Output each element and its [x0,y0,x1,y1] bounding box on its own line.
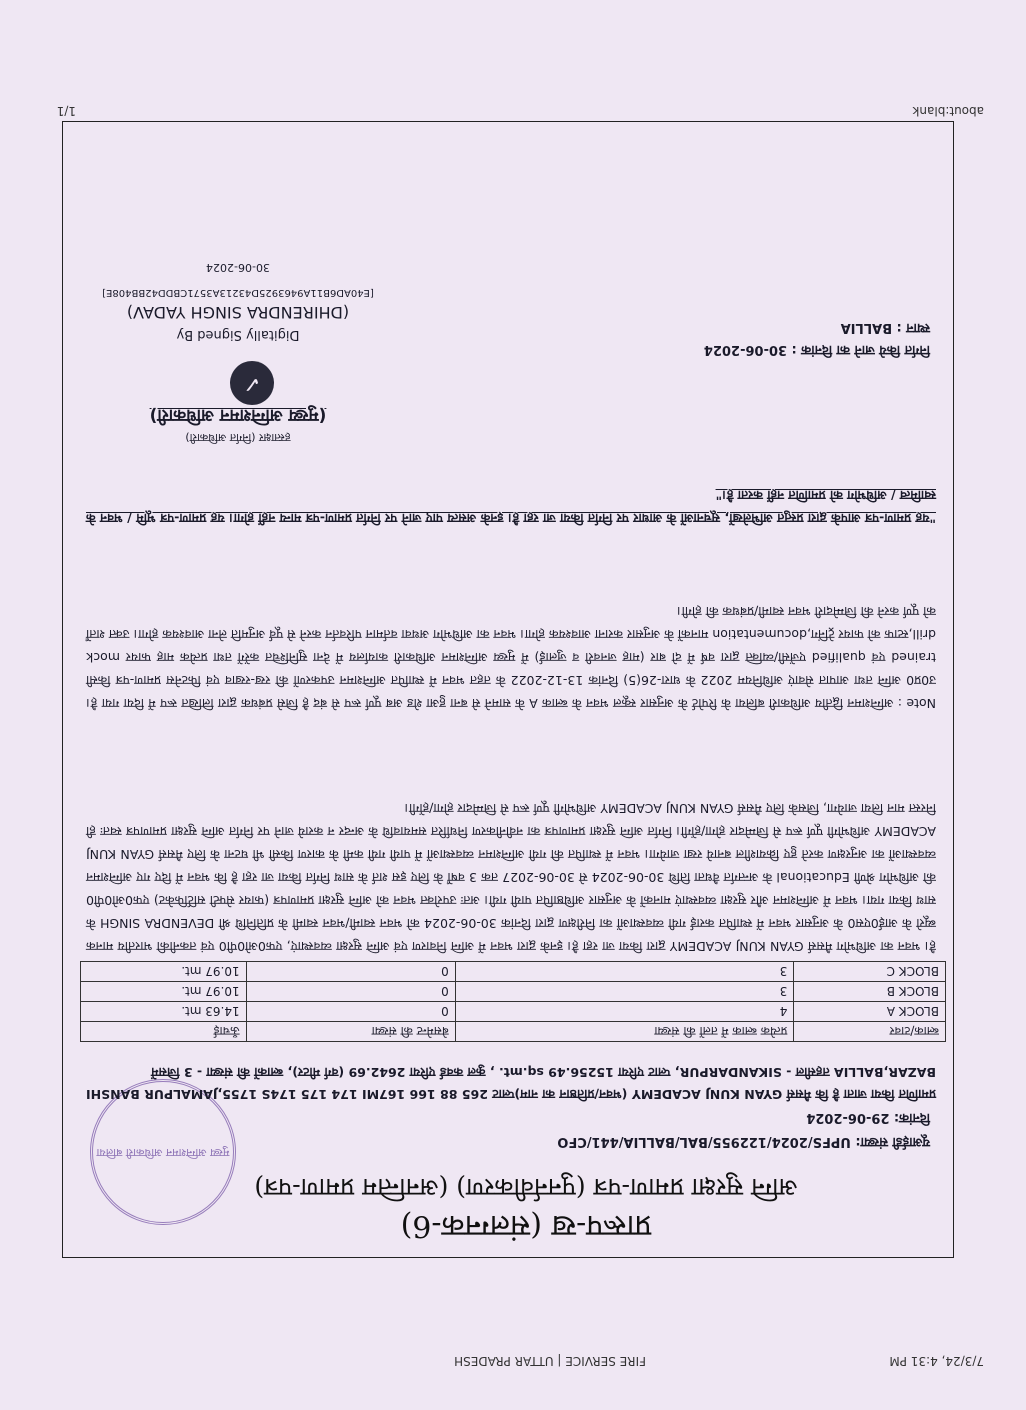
cell: BLOCK C [794,962,946,982]
col-block: ब्लाक/टावर [794,1022,946,1042]
table-header-row [81,1022,946,1042]
page-count: 1/1 [56,104,76,118]
browser-url: about:blank [912,104,984,118]
intro-paragraph: प्रमाणित किया जाता है कि मैसर्स GYAN KUNJ ACADEMY (भवन/प्रतिष्ठान का नाम)प्लाट 265 88 166 167MI 174 175 174S 1755,JAMALPUR BANSHI BAZAR,BALLIA तहसील - SIKANDARPUR, प्लाट एरिया 15256.49 sq.mt. , कुल कवर्ड एरिया 2642.69 (वर्ग मीटर), ब्लाकों की संख्या - 3 जिसमें [86,1065,936,1102]
issue-date: निर्गत किये जाने का दिनांक : 30-06-2024 [703,342,930,357]
cell: 14.63 mt. [81,1002,247,1022]
table-row [81,962,946,982]
cell: 0 [246,962,455,982]
body-paragraph: है। भवन का अधिभोग मैसर्स GYAN KUNJ ACADEMY द्वारा किया जा रहा है। इनके द्वारा भवन में अग्नि निवारण एवं अग्नि सुरक्षा व्यवस्थाएं, एफ0ओ0पी0 एवं तकनीकी भारतीय मानक ब्यूरो के आई0एस0 के अनुसार भवन में स्थापित कराई गयी व्यवस्थाओं का निरीक्षण द्वारा दिनांक 30-06-2024 को भवन स्वामी/भवन स्वामी के प्रतिनिधि श्री DEVENDRA SINGH के साथ किया गया। भवन में अग्निशमन और सुरक्षा व्यवस्थाएं मानकों के अनुसार अधिष्ठापित पायी गयी। अतः उपरोक्त भवन को अग्नि सुरक्षा प्रमाणपत्र (फायर सेफ्टी सर्टिफिकेट) एफ0ओ0पी0 की अधिभोग श्रेणी Educational के अन्तर्गत वैधता तिथि 30-06-2024 से 30-06-2027 तक 3 वर्षों के लिए इस शर्त के साथ निर्गत किया जा रहा है कि भवन में दिए गए अग्निशमन व्यवस्थाओं का अनुरक्षण करते हुए क्रियाशील बनाये रखा जायेगा। भवन में स्थापित की गयी अग्निशमन व्यवस्थाओं में पायी गयी कमी के कारण किसी भी घटना के लिए मैसर्स GYAN KUNJ ACADEMY अधिभोगी पूर्ण रूप से जिम्मेदार होगा/होंगी। निर्गत अग्नि सुरक्षा प्रमाणपत्र का नवीनीकरण निर्धारित समयावधि के अन्दर न कराये जाने पर निर्गत अग्नि सुरक्षा प्रमाणपत्र स्वतः ही निरस्त मान लिया जायेगा, जिसके लिए मैसर्स GYAN KUNJ ACADEMY अधिभोगी पूर्ण रूप से जिम्मेदार होगा/होंगी। [86,801,936,954]
signatory-name: (DHIRENDRA SINGH YADAV) [126,303,350,322]
cell: BLOCK A [794,1002,946,1022]
signature-hash: [E40AD6B11A9463925D43213A3571CBDD42BB408E] [102,287,374,298]
note-paragraph: Note : अग्निशमन द्वितीय अधिकारी बलिया के रिपोर्ट के अनुसार स्कूल भवन के ब्लाक A के सामने से बना हुआ शेड अब पूर्ण रूप से बंद है जिसे प्रबंधक द्वारा लिखित रूप में दिया गया है। उ0प्र0 अग्नि तथा आपात सेवाएं अधिनियम 2022 के धारा-26(5) दिनांक 13-12-2022 के तहत भवन में स्थापित अग्निशमन उपकरणों की रख-रखाव एवं फिटनेस प्रमाण-पत्र किसी trained एवं qualified एजेंसी/व्यक्ति द्वारा वर्ष में दो बार (माह जनवरी व जुलाई) में मुख्य अग्निशमन अधिकारी कार्यालय में देना सुनिश्चित करेंगें तथा प्रत्येक माह फायर mock drill,स्टाफ को फायर ट्रेनिंग,documentation मानकों के अनुसार कराना आवश्यक होगा। भवन का अधिभोग अथवा वर्तमान परिवर्तन करने से पूर्व अनुमति लेना आवश्यक होगा। उक्त शर्तों को पूर्ण करने की जिम्मेदारी भवन स्वामी/प्रबंधक की होगी। [86,604,936,711]
print-timestamp: 7/3/24, 4:31 PM [889,1354,984,1368]
blocks-table [80,961,946,1042]
table-row [81,982,946,1002]
cell: 10.97 mt. [81,962,247,982]
form-title: प्रारूप-ख (संलग्नक-6) [400,1208,652,1243]
col-basements: बेसमेन्ट की संख्या [246,1022,455,1042]
cell: 10.97 mt. [81,982,247,1002]
table-row [81,1002,946,1022]
signature-label: हस्ताक्षर (निर्गत अधिकारी) [185,431,291,444]
certificate-title: अग्नि सुरक्षा प्रमाण-पत्र (पुनर्नवीकरण) (अनन्तिम प्रमाण-पत्र) [254,1173,798,1202]
cell: BLOCK B [794,982,946,1002]
cell: 0 [246,982,455,1002]
cert-number: यूआईडी संख्या: UPFS/2024/122955/BAL/BALLIA/441/CFO [557,1134,930,1149]
signatory-designation: (मुख्य अग्निशमन अधिकारी) [149,405,327,425]
official-seal: मुख्य अग्निशमन अधिकारी बलिया [90,1079,236,1225]
issue-place: स्थान : BALLIA [840,320,930,335]
col-height: ऊँचाई [81,1022,247,1042]
cell: 3 [455,962,794,982]
signature-date: 30-06-2024 [206,261,270,274]
signed-by-label: Digitally Signed By [176,327,300,342]
disclaimer: "यह प्रमाण-पत्र आपके द्वारा प्रस्तुत अभिलेखों, सूचनाओं के आधार पर निर्गत किया जा रहा है। इनके असत्य पाए जाने पर निर्गत प्रमाण-पत्र मान्य नहीं होगा। यह प्रमाण-पत्र भूमि / भवन के स्वामित्व / अधिभोग को प्रमाणित नहीं करता है।" [86,488,936,526]
print-header: FIRE SERVICE | UTTAR PRADESH [454,1354,646,1368]
cell: 4 [455,1002,794,1022]
cell: 0 [246,1002,455,1022]
signature-verified-icon: ✓ [230,361,274,405]
cert-date: दिनांक: 29-06-2024 [806,1110,930,1125]
col-floors: प्रत्येक ब्लाक में तलों की संख्या [455,1022,794,1042]
cell: 3 [455,982,794,1002]
